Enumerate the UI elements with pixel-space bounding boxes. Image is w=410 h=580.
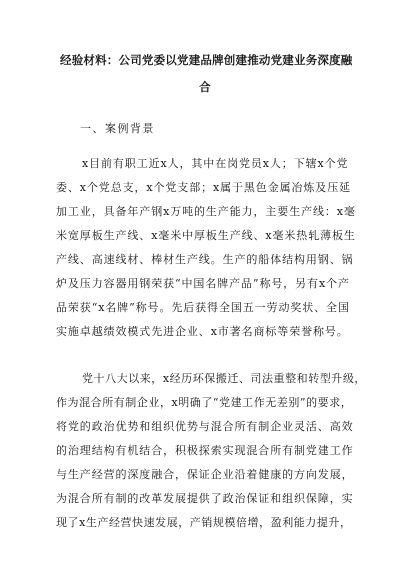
document-title-line-2: 合 xyxy=(199,80,211,94)
paragraph-line: 加工业，具备年产钢x万吨的生产能力，主要生产线：x毫 xyxy=(56,205,356,218)
paragraph-line: 实施卓越绩效模式先进企业、x市著名商标等荣誉称号。 xyxy=(56,325,349,338)
paragraph-line: 炉及压力容器用钢荣获“中国名牌产品”称号，另有x个产 xyxy=(56,277,350,290)
paragraph-line: 产线、高速线材、棒材生产线。生产的船体结构用钢、锅 xyxy=(56,253,354,266)
paragraph-line: 党十八大以来，x经历环保搬迁、司法重整和转型升级， xyxy=(82,372,366,385)
paragraph-line: 委、x个党总支，x个党支部；x属于黑色金属冶炼及压延 xyxy=(56,181,352,194)
paragraph-line: 将党的政治优势和组织优势与混合所有制企业灵活、高效 xyxy=(56,420,354,433)
paragraph-line: 与生产经营的深度融合，保证企业沿着健康的方向发展， xyxy=(56,468,354,481)
section-heading-case-background: 一、案例背景 xyxy=(80,122,155,135)
paragraph-line: x目前有职工近x人，其中在岗党员x人；下辖x个党 xyxy=(82,157,349,170)
paragraph-line: 作为混合所有制企业，x明确了“党建工作无差别”的要求， xyxy=(56,396,353,409)
paragraph-line: 为混合所有制的改革发展提供了政治保证和组织保障，实 xyxy=(56,492,354,505)
paragraph-line: 米宽厚板生产线、x毫米中厚板生产线、x毫米热轧薄板生 xyxy=(56,229,356,242)
paragraph-line: 的治理结构有机结合，积极探索实现混合所有制党建工作 xyxy=(56,444,354,457)
document-title-line-1: 经验材料：公司党委以党建品牌创建推动党建业务深度融 xyxy=(60,53,353,67)
paragraph-line: 现了x生产经营快速发展，产销规模倍增，盈利能力提升， xyxy=(56,516,352,529)
paragraph-line: 品荣获“x名牌”称号。先后获得全国五一劳动奖状、全国 xyxy=(56,301,350,314)
